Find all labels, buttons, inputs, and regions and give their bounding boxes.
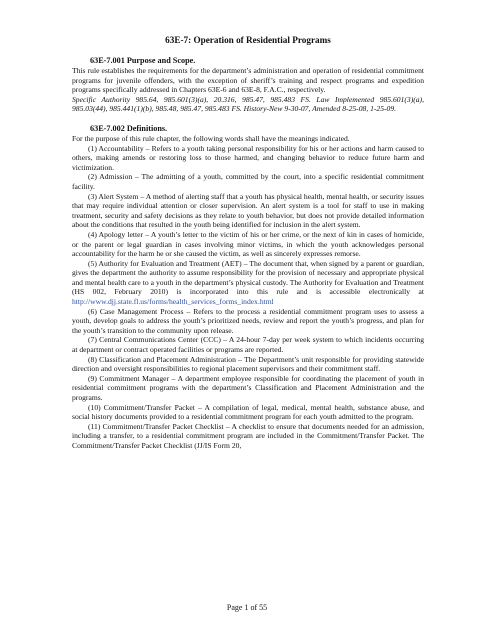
health-services-forms-link[interactable]: http://www.djj.state.fl.us/forms/health_services_forms_index.html <box>72 297 274 307</box>
definition-item: (2) Admission – The admitting of a youth, committed by the court, into a specific residential commitment facility. <box>72 172 424 191</box>
section-heading-purpose: 63E-7.001 Purpose and Scope. <box>90 56 196 65</box>
definition-item: (3) Alert System – A method of alerting staff that a youth has physical health, mental health, or security issues that may require individual attention or closer supervision. An alert system is a tool for staff to use in making treatment, security and safety decisions as they relate to youth behavior, but does not provide detailed information about the conditions that resulted in the youth being identified for inclusion in the alert system. <box>72 191 424 230</box>
definition-item-text: (5) Authority for Evaluation and Treatment (AET) – The document that, when signed by a parent or guardian, gives the department the authority to assume responsibility for the provision of necessary and appropriate physical and mental health care to a youth in the department’s physical custody. The Authority for Evaluation and Treatment (HS 002, February 2010) is incorporated into this rule and is accessible electronically at <box>72 258 424 297</box>
definition-item: (8) Classification and Placement Administration – The Department’s unit responsible for providing statewide direction and oversight responsibilities to regional placement supervisors and their commitment staff. <box>72 354 424 374</box>
page-title: 63E-7: Operation of Residential Programs <box>165 35 331 45</box>
purpose-paragraph: This rule establishes the requirements for the department’s administration and operation of residential commitment programs for juvenile offenders, with the exception of sheriff’s training and respect programs and expedition programs specifically addressed in Chapters 63E-6 and 63E-8, F.A.C., respectively. <box>72 66 424 95</box>
definition-item <box>72 259 424 307</box>
page-number: Page 1 of 55 <box>226 603 268 612</box>
definition-item: (7) Central Communications Center (CCC) – A 24-hour 7-day per week system to which incidents occurring at department or contract operated facilities or programs are reported. <box>72 335 424 355</box>
definition-item: (4) Apology letter – A youth’s letter to the victim of his or her crime, or the next of kin in cases of homicide, or the parent or legal guardian in cases involving minor victims, in which the youth acknowledges personal accountability for the harm he or she caused the victim, as well as sincerely expresses remorse. <box>72 229 424 259</box>
definitions-intro: For the purpose of this rule chapter, the following words shall have the meanings indicated. <box>72 133 350 143</box>
definition-item: (1) Accountability – Refers to a youth taking personal responsibility for his or her actions and harm caused to others, making amends or restoring loss to those harmed, and changing behavior to reduce future harm and victimization. <box>72 143 424 172</box>
definition-item: (6) Case Management Process – Refers to the process a residential commitment program uses to assess a youth, develop goals to address the youth’s prioritized needs, review and report the youth’s progress, and plan for the youth’s transition to the community upon release. <box>72 306 424 335</box>
definition-item: (10) Commitment/Transfer Packet – A compilation of legal, medical, mental health, substance abuse, and social history documents provided to a residential commitment program for each youth admitted to the program. <box>72 402 424 422</box>
document-page <box>72 34 424 451</box>
section-heading-definitions: 63E-7.002 Definitions. <box>90 123 168 133</box>
definition-item: (11) Commitment/Transfer Packet Checklist – A checklist to ensure that documents needed for an admission, including a transfer, to a residential commitment program are included in the Commitment/Transfer Packet. The Commitment/Transfer Packet Checklist (JJ/IS Form 20, <box>72 421 424 450</box>
purpose-authority-note: Specific Authority 985.64, 985.601(3)(a), 20.316, 985.47, 985.483 FS. Law Implemented 985.601(3)(a), 985.03(44), 985.441(1)(b), 985.48, 985.47, 985.483 FS. History-New 9-30-07, Amended 8-25-08, 1-25-09. <box>72 94 424 114</box>
definition-item: (9) Commitment Manager – A department employee responsible for coordinating the placement of youth in residential commitment programs with the department’s Classification and Placement Administration and the programs. <box>72 373 424 402</box>
